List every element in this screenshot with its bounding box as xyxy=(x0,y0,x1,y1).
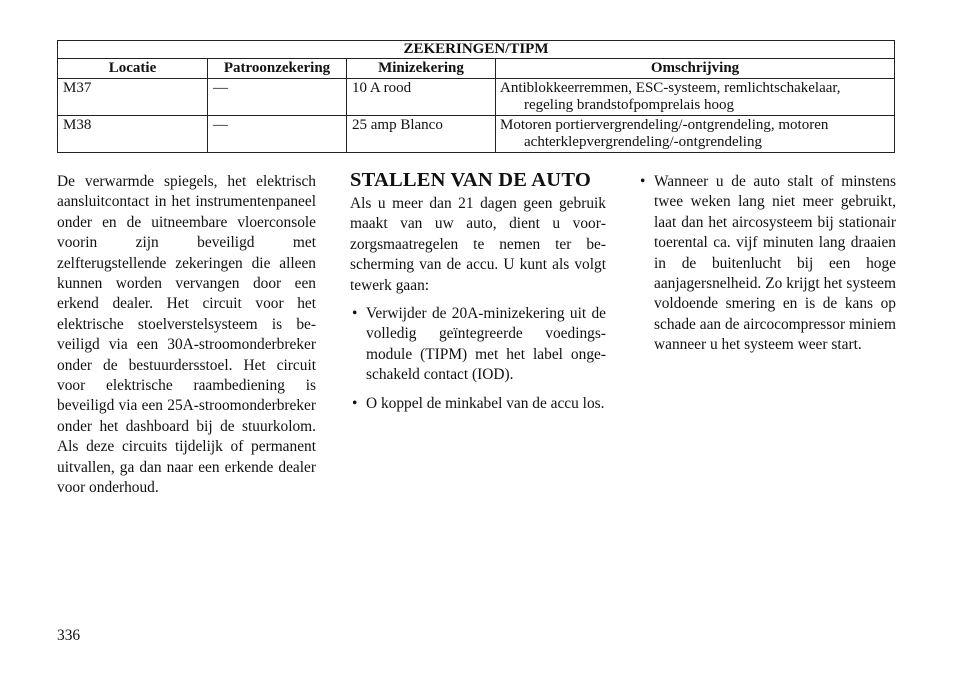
bullet-list xyxy=(638,172,896,356)
bullet-icon: • xyxy=(352,305,358,323)
section-heading: STALLEN VAN DE AUTO xyxy=(350,169,591,191)
list-item-text: O koppel de minkabel van de accu los. xyxy=(366,394,605,412)
body-paragraph: De verwarmde spiegels, het elektrisch aansluitcontact in het instrumentenpaneel onder en de uitneembare vloerconsole voorin zijn beveiligd met zelfterugstellende zekeringen die alleen kunnen worden vervangen door een erkend dealer. Het circuit voor het elektrische stoelverstelsysteem is beveiligd via een 30A-stroomonderbreker onder de bestuurdersstoel. Het circuit voor elektrische raambediening is beveiligd via een 25A-stroomonderbreker onder het dashboard bij de stuurkolom. Als deze circuits tijdelijk of permanent uitvallen, ga dan naar een erkende dealer voor onderhoud. xyxy=(57,173,316,497)
table-caption: ZEKERINGEN/TIPM xyxy=(58,41,895,59)
cell-minizekering: 25 amp Blanco xyxy=(347,116,496,153)
cell-locatie: M37 xyxy=(58,79,208,116)
intro-paragraph: Als u meer dan 21 dagen geen gebruik maakt van uw auto, dient u voorzorgsmaatregelen te nemen ter bescherming van de accu. U kunt als volgt tewerk gaan: xyxy=(350,195,606,294)
bullet-icon: • xyxy=(352,394,358,412)
cell-locatie: M38 xyxy=(58,116,208,153)
table-row xyxy=(58,79,895,116)
bullet-list xyxy=(350,304,606,414)
cell-patroonzekering: — xyxy=(208,79,347,116)
column-header-locatie: Locatie xyxy=(58,59,208,79)
list-item xyxy=(350,304,606,386)
cell-minizekering: 10 A rood xyxy=(347,79,496,116)
right-column xyxy=(638,172,896,364)
fuse-table xyxy=(57,40,895,153)
table-row xyxy=(58,116,895,153)
cell-omschrijving: Antiblokkeerremmen, ESC-systeem, remlichtschakelaar, regeling brandstofpomprelais hoog xyxy=(496,79,895,116)
column-header-minizekering: Minizekering xyxy=(347,59,496,79)
list-item-text: Wanneer u de auto stalt of minstens twee weken lang niet meer gebruikt, laat dan het aircosysteem bij stationair toerental ca. vijf minuten lang draaien in de buitenlucht bij een hoge aanjagersnelheid. Zo krijgt het systeem voldoende smering en is de kans op schade aan de aircocompressor miniem wanneer u het systeem weer start. xyxy=(654,173,896,354)
bullet-icon: • xyxy=(640,173,646,190)
cell-omschrijving: Motoren portiervergrendeling/-ontgrendeling, motoren achterklepvergrendeling/-ontgrendeling xyxy=(496,116,895,153)
page-number: 336 xyxy=(57,627,81,644)
left-column xyxy=(57,172,316,499)
middle-column xyxy=(350,168,606,422)
column-header-patroonzekering: Patroonzekering xyxy=(208,59,347,79)
list-item xyxy=(638,172,896,356)
column-header-omschrijving: Omschrijving xyxy=(496,59,895,79)
table-header-row xyxy=(58,59,895,79)
list-item xyxy=(350,394,606,414)
cell-patroonzekering: — xyxy=(208,116,347,153)
list-item-text: Verwijder de 20A-minizekering uit de volledig geïntegreerde voedingsmodule (TIPM) met het label ongeschakeld contact (IOD). xyxy=(366,305,606,384)
